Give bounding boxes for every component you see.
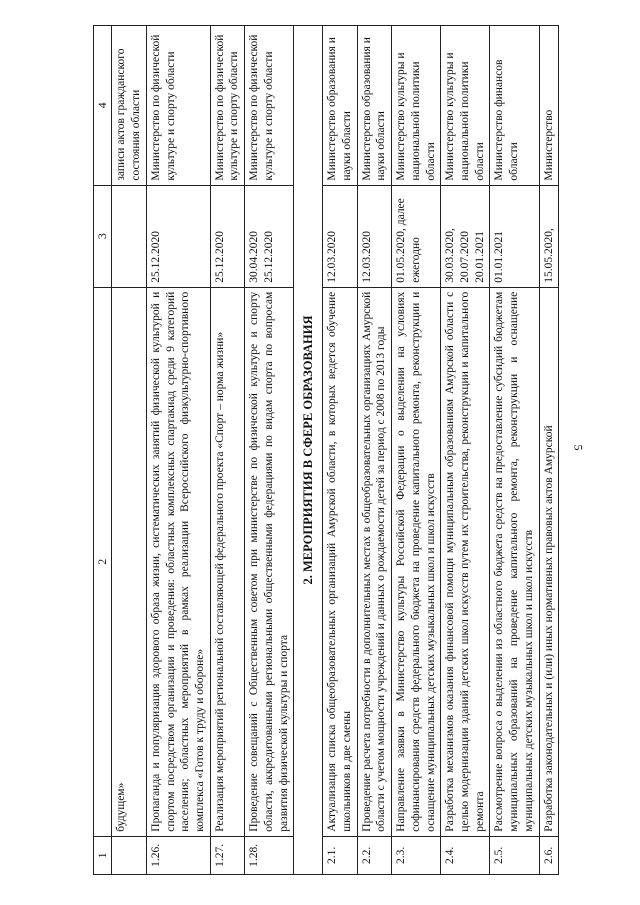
cell-date: 30.03.2020, 20.07.2020 20.01.2021 — [441, 185, 490, 287]
table-row — [323, 26, 357, 875]
cell-number: 1.26. — [146, 836, 210, 874]
table-row — [210, 26, 244, 875]
cell-date: 01.01.2021 — [490, 185, 539, 287]
cell-description: Пропаганда и популяризация здорового образа жизни, систематических занятий физической культурой и спортом посредством организации и проведения: областных комплексных спартакиад среди 9 категорий населения; областных мероприятий в рамках реализации Всероссийского физкультурно-спортивного комплекса «Готов к труду и обороне» — [146, 287, 210, 836]
cell-responsible: Министерство образования и науки области — [323, 26, 357, 186]
cell-description: Проведение расчета потребности в дополнительных местах в общеобразовательных организациях Амурской области с учетом мощности учреждений и данных о рождаемости детей за период с 2008 по 2013 годы — [357, 287, 391, 836]
header-row — [94, 26, 112, 875]
cell-number: 2.3. — [392, 836, 441, 874]
cell-responsible: записи актов гражданского состояния области — [112, 26, 146, 186]
page-number: 5 — [571, 444, 586, 451]
cell-description: будущем» — [112, 287, 146, 836]
table-row — [490, 26, 539, 875]
cell-description: Реализация мероприятий региональной составляющей федерального проекта «Спорт – норма жизни» — [210, 287, 244, 836]
cell-number: 1.27. — [210, 836, 244, 874]
cell-number: 2.5. — [490, 836, 539, 874]
cell-description: Рассмотрение вопроса о выделении из областного бюджета средств на предоставление субсидий бюджетам муниципальных образований на проведение капитального ремонта, реконструкции и оснащение муниципальных детских музыкальных школ и школ искусств — [490, 287, 539, 836]
cell-responsible: Министерство по физической культуре и спорту области — [210, 26, 244, 186]
cell-responsible: Министерство культуры и национальной политики области — [441, 26, 490, 186]
cell-description: Разработка законодательных и (или) иных нормативных правовых актов Амурской — [539, 287, 559, 836]
table-row — [112, 26, 146, 875]
table-row — [441, 26, 490, 875]
table-row — [357, 26, 391, 875]
cell-responsible: Министерство — [539, 26, 559, 186]
header-col-4: 4 — [94, 26, 112, 186]
cell-responsible: Министерство культуры и национальной политики области — [392, 26, 441, 186]
cell-description: Разработка механизмов оказания финансовой помощи муниципальным образованиям Амурской области с целью модернизации зданий детских школ искусств путем их строительства, реконструкции и капитального ремонта — [441, 287, 490, 836]
header-col-3: 3 — [94, 185, 112, 287]
cell-number: 2.1. — [323, 836, 357, 874]
cell-number: 2.2. — [357, 836, 391, 874]
section-row — [294, 26, 323, 875]
cell-description: Направление заявки в Министерство культуры Российской Федерации о выделении на условиях софинансирования средств федерального бюджета на проведение капитального ремонта, реконструкции и оснащение муниципальных детских музыкальных школ и школ искусств — [392, 287, 441, 836]
cell-description: Актуализация списка общеобразовательных организаций Амурской области, в которых ведется обучение школьников в две смены — [323, 287, 357, 836]
cell-description: Проведение совещаний с Общественным советом при министерстве по физической культуре и спорту области, аккредитованными региональными общественными федерациями по видам спорта по вопросам развития физической культуры и спорта — [245, 287, 294, 836]
cell-date: 12.03.2020 — [323, 185, 357, 287]
cell-number: 2.6. — [539, 836, 559, 874]
rotated-table-container — [93, 25, 603, 875]
cell-date: 25.12.2020 — [146, 185, 210, 287]
header-col-2: 2 — [94, 287, 112, 836]
cell-date — [112, 185, 146, 287]
table-row — [146, 26, 210, 875]
table-row — [392, 26, 441, 875]
cell-date: 12.03.2020 — [357, 185, 391, 287]
cell-responsible: Министерство финансов области — [490, 26, 539, 186]
cell-date: 15.05.2020, — [539, 185, 559, 287]
header-col-1: 1 — [94, 836, 112, 874]
cell-number: 1.28. — [245, 836, 294, 874]
cell-responsible: Министерство по физической культуре и спорту области — [245, 26, 294, 186]
cell-responsible: Министерство образования и науки области — [357, 26, 391, 186]
cell-number: 2.4. — [441, 836, 490, 874]
measures-table — [93, 25, 559, 875]
cell-date: 01.05.2020, далее ежегодно — [392, 185, 441, 287]
cell-date: 30.04.2020 25.12.2020 — [245, 185, 294, 287]
cell-date: 25.12.2020 — [210, 185, 244, 287]
table-row — [245, 26, 294, 875]
table-row — [539, 26, 559, 875]
cell-responsible: Министерство по физической культуре и спорту области — [146, 26, 210, 186]
section-title: 2. МЕРОПРИЯТИЯ В СФЕРЕ ОБРАЗОВАНИЯ — [294, 26, 323, 875]
cell-number — [112, 836, 146, 874]
